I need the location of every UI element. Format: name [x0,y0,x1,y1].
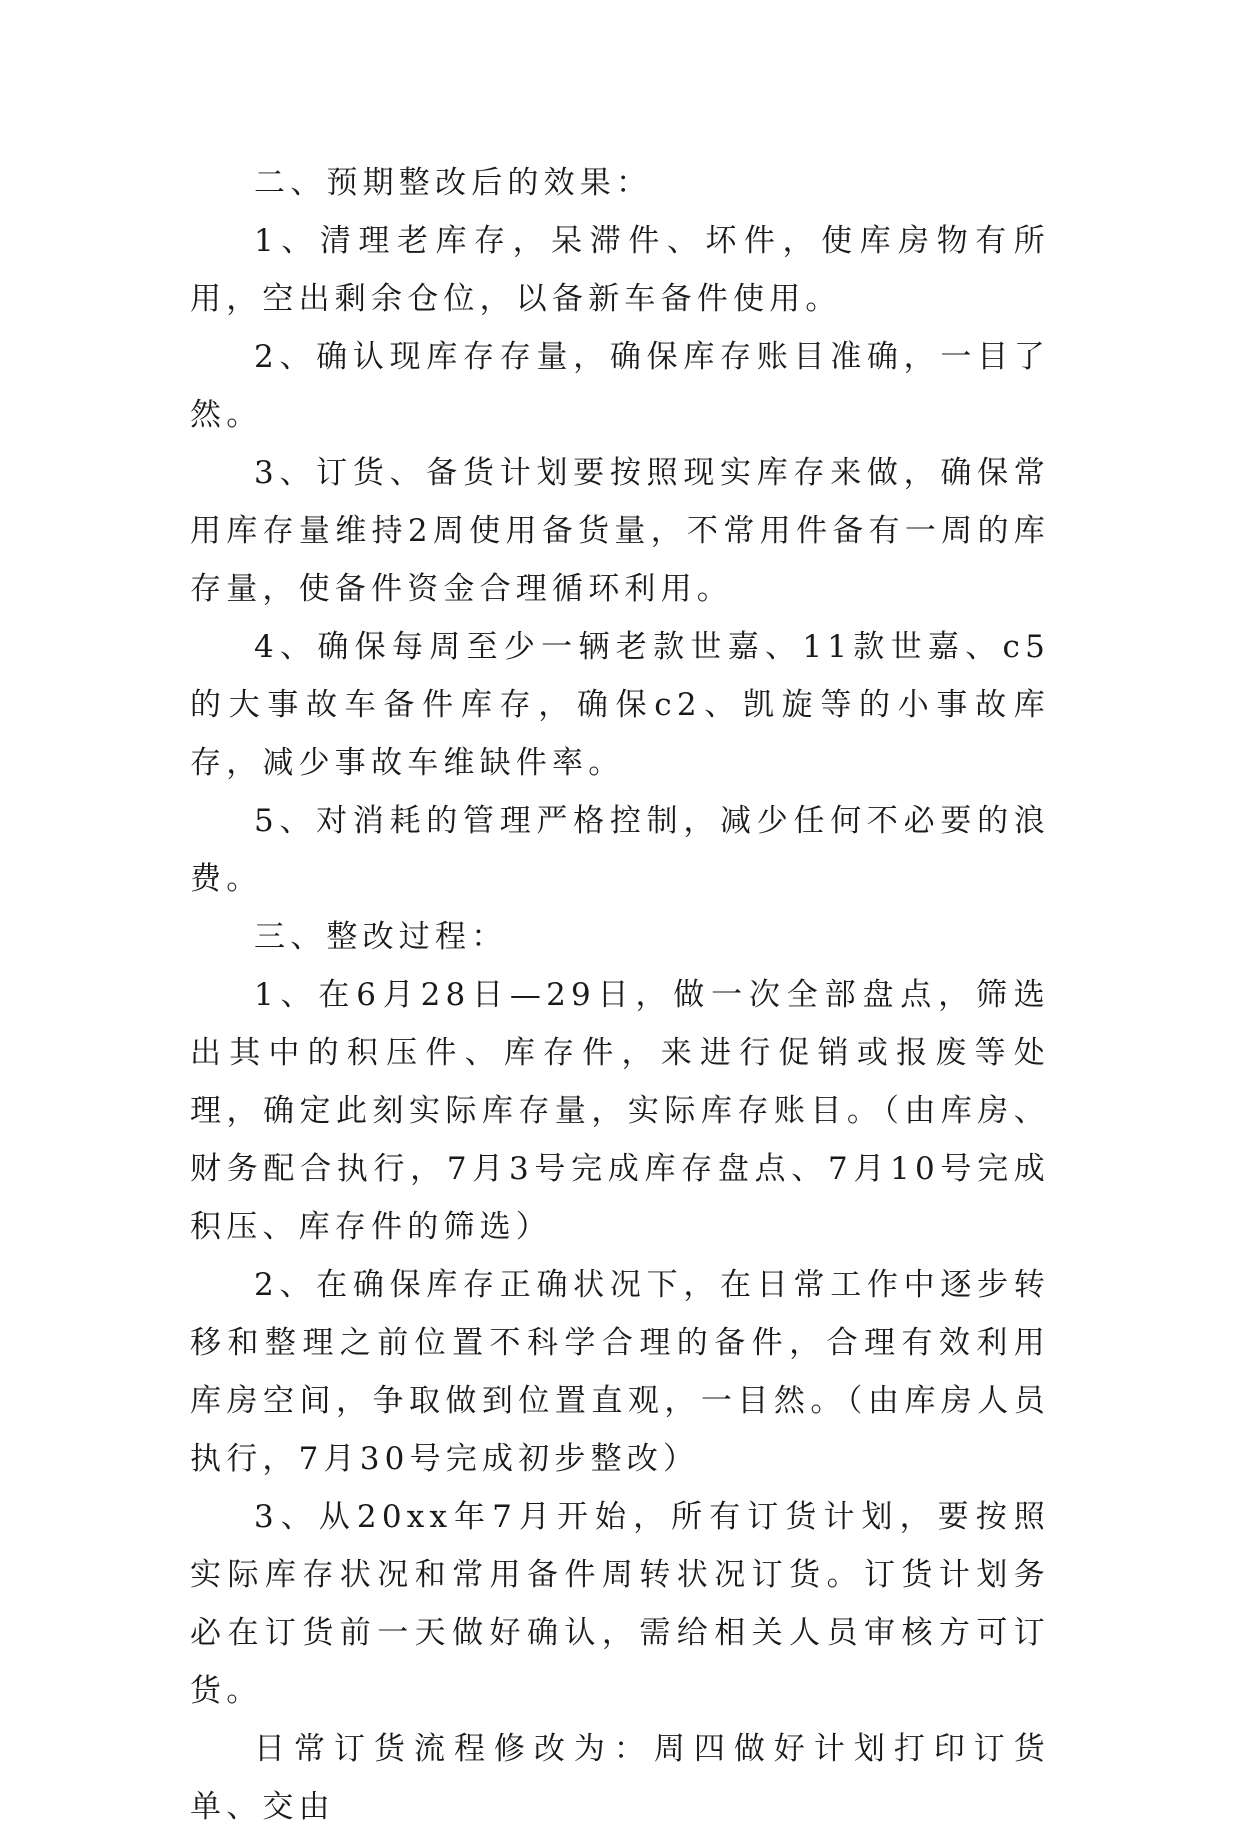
document-body [190,154,1050,1836]
paragraph-ordering-flow: 日常订货流程修改为：周四做好计划打印订货单、交由 [190,1731,1050,1825]
paragraph-effect-4: 4、确保每周至少一辆老款世嘉、11款世嘉、c5的大事故车备件库存，确保c2、凯旋等的小事故库存，减少事故车维缺件率。 [190,629,1050,781]
paragraph-effect-1: 1、清理老库存，呆滞件、坏件，使库房物有所用，空出剩余仓位，以备新车备件使用。 [190,223,1050,317]
section-heading-expected-effects: 二、预期整改后的效果： [254,165,653,201]
paragraph-effect-5: 5、对消耗的管理严格控制，减少任何不必要的浪费。 [190,803,1050,897]
paragraph-effect-3: 3、订货、备货计划要按照现实库存来做，确保常用库存量维持2周使用备货量，不常用件备有一周的库存量，使备件资金合理循环利用。 [190,455,1050,607]
paragraph-process-2: 2、在确保库存正确状况下，在日常工作中逐步转移和整理之前位置不科学合理的备件，合理有效利用库房空间，争取做到位置直观，一目然。（由库房人员执行，7月30号完成初步整改） [190,1267,1050,1477]
paragraph-effect-2: 2、确认现库存存量，确保库存账目准确，一目了然。 [190,339,1050,433]
paragraph-process-3: 3、从20xx年7月开始，所有订货计划，要按照实际库存状况和常用备件周转状况订货。订货计划务必在订货前一天做好确认，需给相关人员审核方可订货。 [190,1499,1050,1709]
section-heading-process: 三、整改过程： [254,919,508,955]
paragraph-process-1: 1、在6月28日—29日，做一次全部盘点，筛选出其中的积压件、库存件，来进行促销或报废等处理，确定此刻实际库存量，实际库存账目。（由库房、财务配合执行，7月3号完成库存盘点、7月10号完成积压、库存件的筛选） [190,977,1050,1245]
